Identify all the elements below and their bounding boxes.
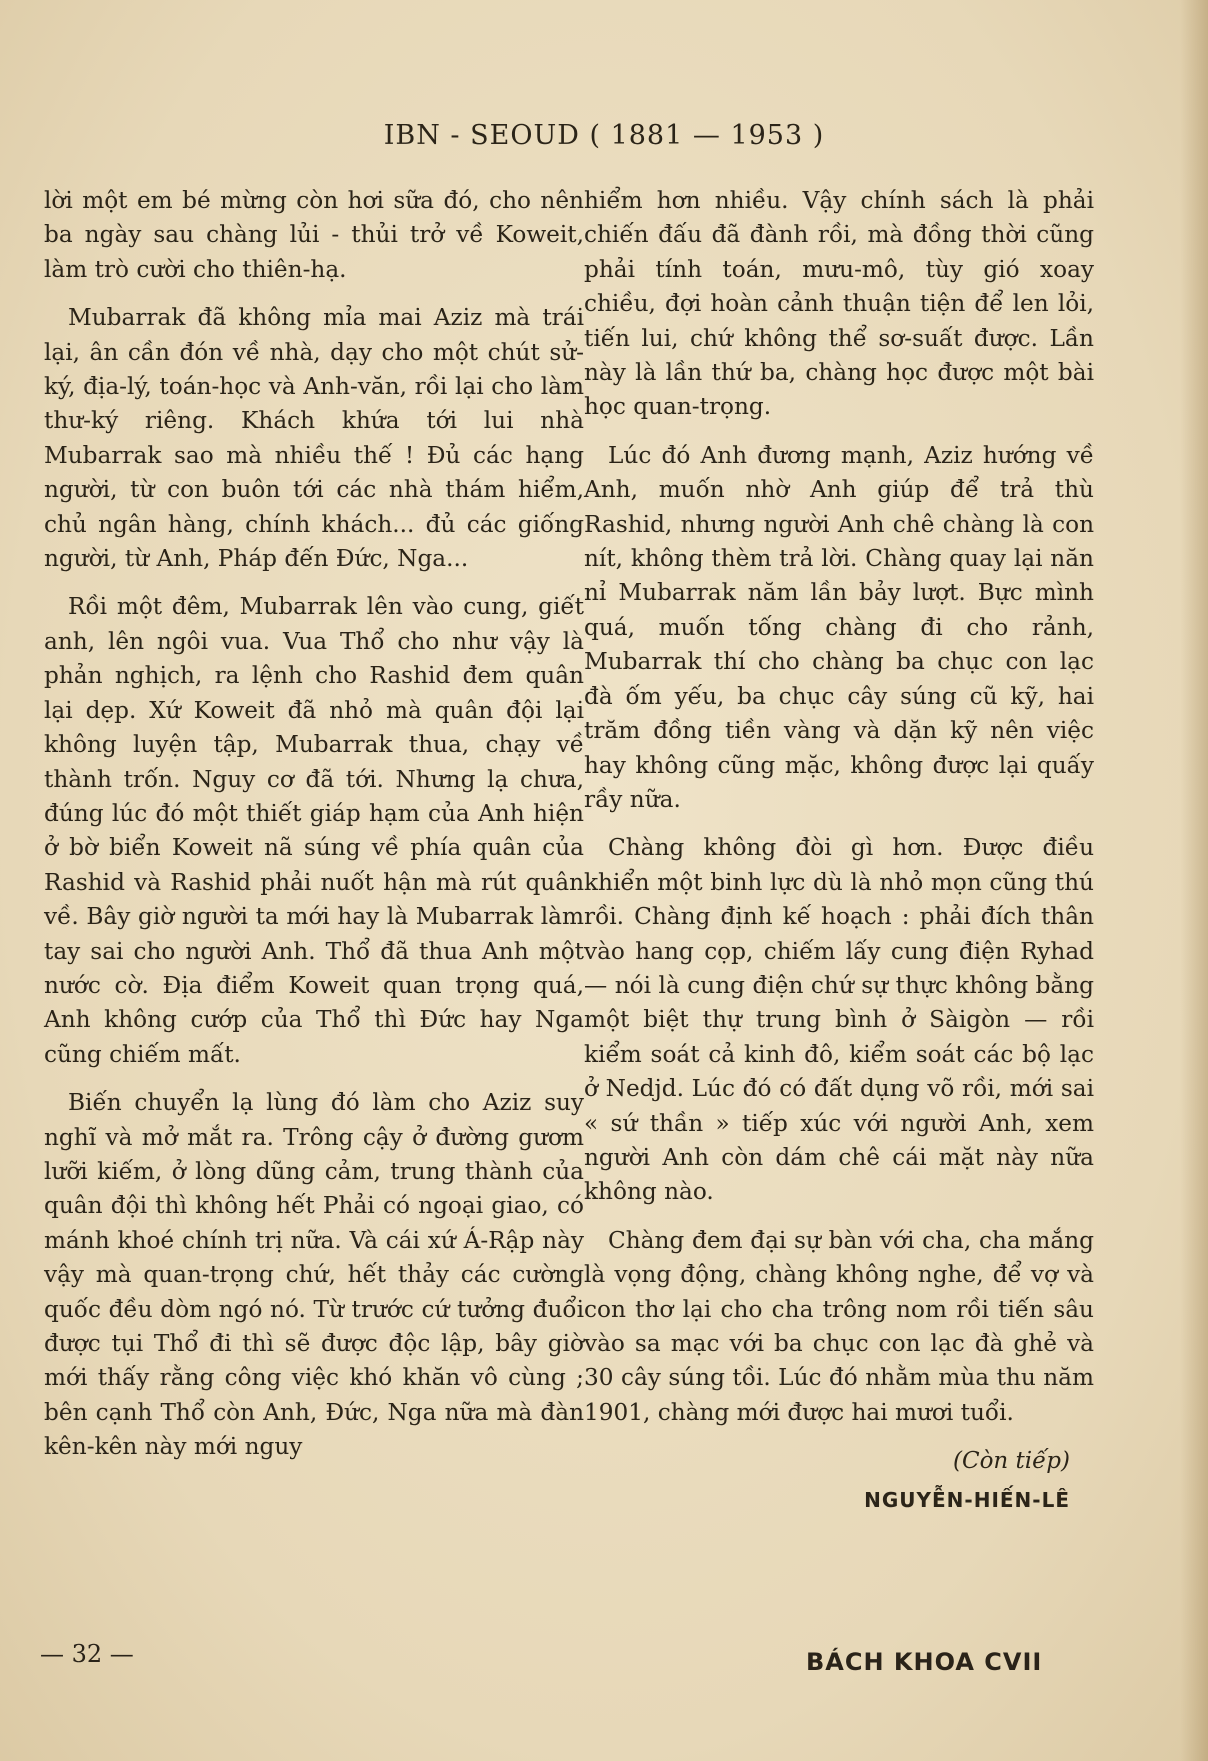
page-number: — 32 —	[40, 1640, 134, 1668]
paragraph: Chàng đem đại sự bàn với cha, cha mắng là vọng động, chàng không nghe, để vợ và con thơ lại cho cha trông nom rồi tiến sâu vào sa mạc với ba chục con lạc đà ghẻ và 30 cây súng tồi. Lúc đó nhằm mùa thu năm 1901, chàng mới được hai mươi tuổi.	[584, 1226, 1094, 1426]
magazine-issue: BÁCH KHOA CVII	[806, 1648, 1043, 1676]
paragraph: Chàng không đòi gì hơn. Được điều khiển một binh lực dù là nhỏ mọn cũng thú rồi. Chàng định kế hoạch : phải đích thân vào hang cọp, chiếm lấy cung điện Ryhad — nói là cung điện chứ sự thực không bằng một biệt thự trung bình ở Sàigòn — rồi kiểm soát cả kinh đô, kiểm soát các bộ lạc ở Nedjd. Lúc đó có đất dụng võ rồi, mới sai « sứ thần » tiếp xúc với người Anh, xem người Anh còn dám chê cái mặt này nữa không nào.	[584, 834, 1094, 1206]
running-title: IBN - SEOUD ( 1881 — 1953 )	[383, 120, 825, 151]
paragraph: Lúc đó Anh đương mạnh, Aziz hướng về Anh, muốn nhờ Anh giúp để trả thù Rashid, nhưng người Anh chê chàng là con nít, không thèm trả lời. Chàng quay lại năn nỉ Mubarrak năm lần bảy lượt. Bực mình quá, muốn tống chàng đi cho rảnh, Mubarrak thí cho chàng ba chục con lạc đà ốm yếu, ba chục cây súng cũ kỹ, hai trăm đồng tiền vàng và dặn kỹ nên việc hay không cũng mặc, không được lại quấy rầy nữa.	[584, 441, 1094, 813]
paragraph: hiểm hơn nhiều. Vậy chính sách là phải chiến đấu đã đành rồi, mà đồng thời cũng phải tính toán, mưu-mô, tùy gió xoay chiều, đợi hoàn cảnh thuận tiện để len lỏi, tiến lui, chứ không thể sơ-suất được. Lần này là lần thứ ba, chàng học được một bài học quan-trọng.	[584, 187, 1094, 421]
author-signature: NGUYỄN-HIẾN-LÊ	[864, 1487, 1070, 1512]
page-edge-shadow	[1180, 0, 1208, 1761]
left-column	[44, 184, 584, 1479]
continued-note: (Còn tiếp)	[953, 1448, 1070, 1475]
paragraph: Biến chuyển lạ lùng đó làm cho Aziz suy nghĩ và mở mắt ra. Trông cậy ở đường gươm lưỡi kiếm, ở lòng dũng cảm, trung thành của quân đội thì không hết Phải có ngoại giao, có mánh khoé chính trị nữa. Và cái xứ Á-Rập này vậy mà quan-trọng chứ, hết thảy các cường quốc đều dòm ngó nó. Từ trước cứ tưởng đuổi được tụi Thổ đi thì sẽ được độc lập, bây giờ mới thấy rằng công việc khó khăn vô cùng ; bên cạnh Thổ còn Anh, Đức, Nga nữa mà đàn kên-kên này mới nguy	[44, 1089, 584, 1461]
right-column	[584, 184, 1094, 1517]
paragraph: lời một em bé mừng còn hơi sữa đó, cho nên ba ngày sau chàng lủi - thủi trở về Koweit, làm trò cười cho thiên-hạ.	[44, 187, 584, 283]
paragraph: Mubarrak đã không mỉa mai Aziz mà trái lại, ân cần đón về nhà, dạy cho một chút sử-ký, địa-lý, toán-học và Anh-văn, rồi lại cho làm thư-ký riêng. Khách khứa tới lui nhà Mubarrak sao mà nhiều thế ! Đủ các hạng người, từ con buôn tới các nhà thám hiểm, chủ ngân hàng, chính khách... đủ các giống người, từ Anh, Pháp đến Đức, Nga...	[44, 304, 584, 573]
paragraph: Rồi một đêm, Mubarrak lên vào cung, giết anh, lên ngôi vua. Vua Thổ cho như vậy là phản nghịch, ra lệnh cho Rashid đem quân lại dẹp. Xứ Koweit đã nhỏ mà quân đội lại không luyện tập, Mubarrak thua, chạy về thành trốn. Nguy cơ đã tới. Nhưng lạ chưa, đúng lúc đó một thiết giáp hạm của Anh hiện ở bờ biển Koweit nã súng về phía quân của Rashid và Rashid phải nuốt hận mà rút quân về. Bây giờ người ta mới hay là Mubarrak làm tay sai cho người Anh. Thổ đã thua Anh một nước cờ. Địa điểm Koweit quan trọng quá, Anh không cướp của Thổ thì Đức hay Nga cũng chiếm mất.	[44, 593, 584, 1068]
